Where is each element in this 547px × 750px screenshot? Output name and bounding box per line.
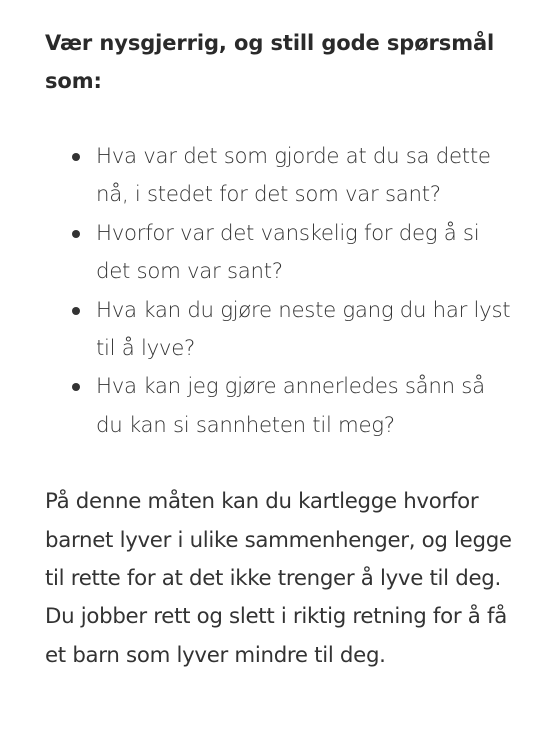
question-text: Hvorfor var det vanskelig for deg å si det som var sant? bbox=[96, 220, 480, 285]
body-paragraph: På denne måten kan du kartlegge hvorfor barnet lyver i ulike sammenhenger, og legge til rette for at det ikke trenger å lyve til deg. Du jobber rett og slett i riktig retning for å få et barn som lyver mindre til deg. bbox=[45, 489, 512, 668]
bullet-icon bbox=[72, 383, 80, 391]
bullet-icon bbox=[72, 153, 80, 161]
list-item bbox=[96, 138, 515, 215]
bullet-icon bbox=[72, 307, 80, 315]
question-text: Hva kan jeg gjøre annerledes sånn så du kan si sannheten til meg? bbox=[96, 374, 485, 438]
section-heading: Vær nysgjerrig, og still gode spørsmål som: bbox=[45, 31, 495, 93]
list-item bbox=[96, 292, 515, 369]
question-text: Hva kan du gjøre neste gang du har lyst til å lyve? bbox=[96, 297, 511, 362]
question-text: Hva var det som gjorde at du sa dette nå, i stedet for det som var sant? bbox=[96, 144, 491, 208]
list-item bbox=[96, 368, 515, 445]
article-content bbox=[45, 24, 515, 675]
question-list bbox=[45, 138, 515, 445]
bullet-icon bbox=[72, 230, 80, 238]
list-item bbox=[96, 215, 515, 292]
